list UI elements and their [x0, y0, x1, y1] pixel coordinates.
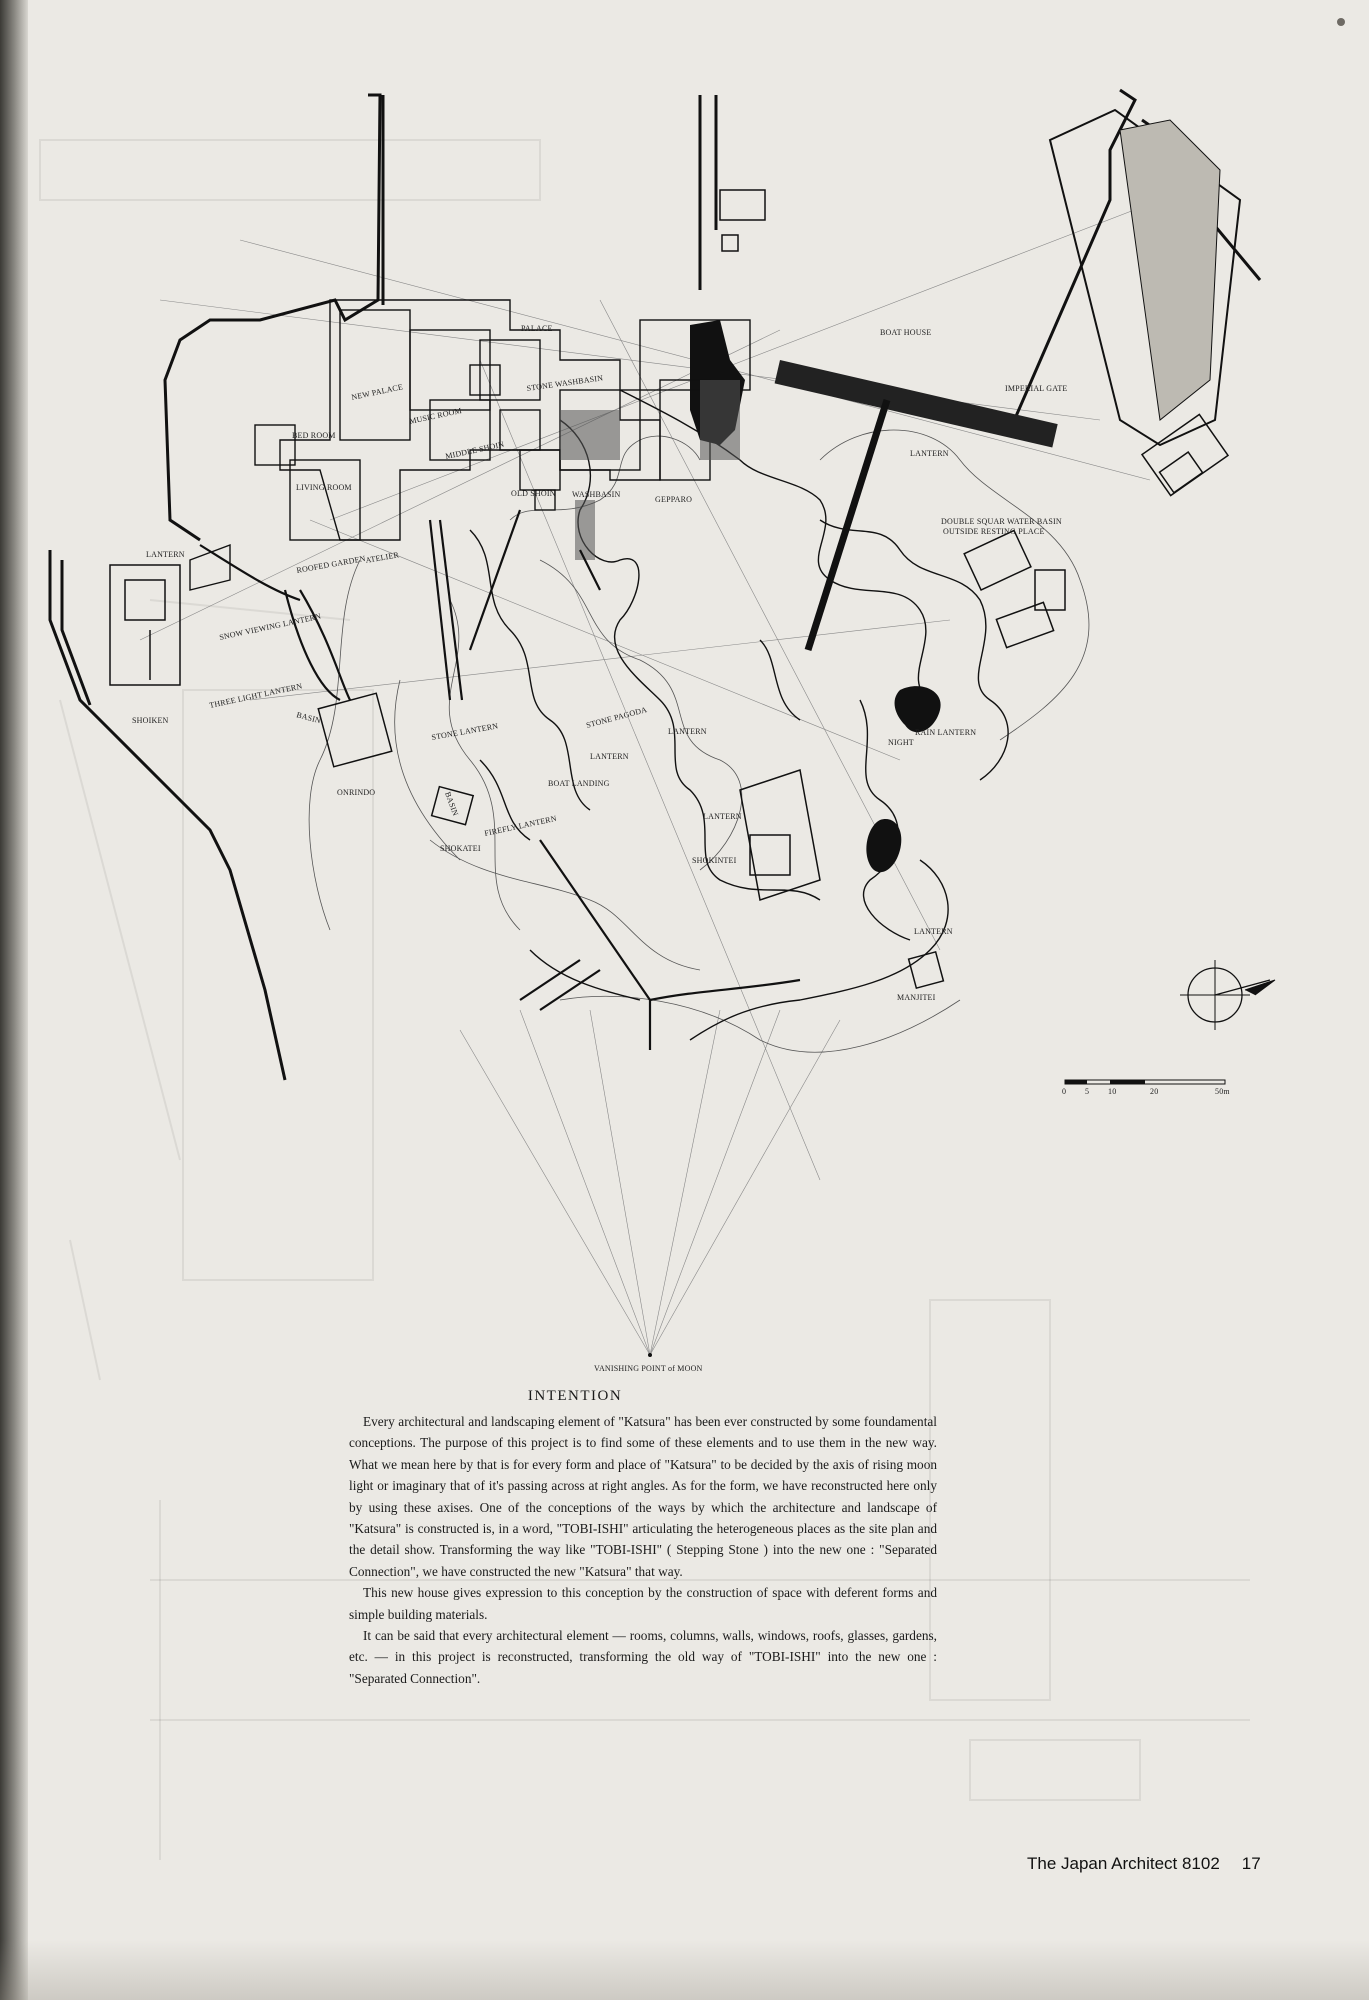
label-living-room: LIVING ROOM	[296, 483, 352, 492]
page-footer	[1027, 1854, 1302, 1874]
intention-heading: INTENTION	[527, 1388, 623, 1404]
intention-paragraph-3: It can be said that every architectural element — rooms, columns, walls, windows, roofs, glasses, gardens, etc. — in this project is reconstructed, transforming the old way of "TOBI-ISHI" into the new one : "Separated Connection".	[349, 1628, 937, 1686]
scale-label-0: 0	[1062, 1087, 1067, 1096]
label-imperial-gate: IMPERIAL GATE	[1005, 384, 1068, 393]
label-old-shoin: OLD SHOIN	[511, 489, 556, 498]
scale-label-5: 5	[1085, 1087, 1090, 1096]
label-boat-house: BOAT HOUSE	[880, 328, 932, 337]
label-outside-resting-place: OUTSIDE RESTING PLACE	[943, 527, 1045, 536]
margin-spot	[1337, 18, 1345, 26]
label-manjitei: MANJITEI	[897, 993, 936, 1002]
label-stone-lantern: STONE LANTERN	[430, 721, 499, 742]
plan-labels	[132, 324, 1068, 1373]
label-snow-viewing-lantern: SNOW VIEWING LANTERN	[218, 611, 322, 642]
intention-paragraph-2: This new house gives expression to this conception by the construction of space with deferent forms and simple building materials.	[349, 1585, 937, 1622]
label-new-palace: NEW PALACE	[350, 382, 404, 402]
scale-label-50: 50m	[1215, 1087, 1230, 1096]
label-stone-washbasin: STONE WASHBASIN	[526, 373, 604, 393]
label-lantern-1: LANTERN	[910, 449, 949, 458]
label-boat-landing: BOAT LANDING	[548, 779, 610, 788]
label-three-light-lantern: THREE LIGHT LANTERN	[208, 681, 304, 710]
imperial-approach	[720, 110, 1240, 650]
label-rain-lantern: RAIN LANTERN	[915, 728, 977, 737]
scale-label-10: 10	[1108, 1087, 1117, 1096]
scale-label-20: 20	[1150, 1087, 1159, 1096]
label-washbasin: WASHBASIN	[572, 490, 621, 499]
garden-paths	[200, 510, 800, 1050]
label-night: NIGHT	[888, 738, 914, 747]
label-lantern-6: LANTERN	[914, 927, 953, 936]
label-palace: PALACE	[521, 324, 553, 333]
label-middle-shoin: MIDDLE SHOIN	[444, 439, 506, 461]
label-shokatei: SHOKATEI	[440, 844, 481, 853]
label-lantern-3: LANTERN	[668, 727, 707, 736]
intention-paragraph-1: Every architectural and landscaping element of "Katsura" has been ever constructed by some foundamental conceptions. The purpose of this project is to find some of these elements and to use them in the new way. What we mean here by that is for every form and place of "Katsura" to be decided by the axis of rising moon light or imaginary that of it's passing across at right angles. As for the form, we have reconstructed here only by using these axises. One of the conceptions of the ways by which the architecture and landscape of "Katsura" is constructed is, in a word, "TOBI-ISHI" articulating the heterogeneous places as the site plan and the detail show. Transforming the way like "TOBI-ISHI" ( Stepping Stone ) into the new one : "Separated Connection", we have constructed the new "Katsura" that way.	[349, 1414, 937, 1579]
label-gepparo: GEPPARO	[655, 495, 693, 504]
page-number: 17	[1241, 1854, 1261, 1873]
label-basin-2: BASIN	[443, 790, 461, 818]
moonlight-axis-lines	[140, 200, 1160, 1355]
vanishing-point-marker	[648, 1353, 652, 1357]
label-basin-1: BASIN	[295, 710, 322, 726]
compass-rose	[1180, 960, 1275, 1030]
label-shoiken: SHOIKEN	[132, 716, 169, 725]
label-lantern-5: LANTERN	[703, 812, 742, 821]
label-double-water-basin: DOUBLE SQUAR WATER BASIN	[941, 517, 1062, 526]
palace-buildings	[190, 300, 750, 590]
boundary-walls	[50, 90, 1260, 1080]
label-roofed-garden: ROOFED GARDEN	[295, 553, 367, 575]
intention-body	[349, 1411, 937, 1689]
label-shokintei: SHOKINTEI	[692, 856, 737, 865]
label-firefly-lantern: FIREFLY LANTERN	[483, 813, 558, 838]
label-stone-pagoda: STONE PAGODA	[585, 705, 649, 730]
label-onrindo: ONRINDO	[337, 788, 376, 797]
label-atelier: ATELIER	[364, 550, 400, 565]
publication-name: The Japan Architect 8102	[1027, 1854, 1220, 1873]
page-bottom-shadow	[0, 1940, 1369, 2000]
label-lantern-4: LANTERN	[590, 752, 629, 761]
label-bed-room: BED ROOM	[292, 431, 336, 440]
scale-bar	[1062, 1080, 1230, 1096]
label-music-room: MUSIC ROOM	[408, 406, 463, 426]
label-lantern-2: LANTERN	[146, 550, 185, 559]
label-vanishing-point: VANISHING POINT of MOON	[594, 1364, 703, 1373]
